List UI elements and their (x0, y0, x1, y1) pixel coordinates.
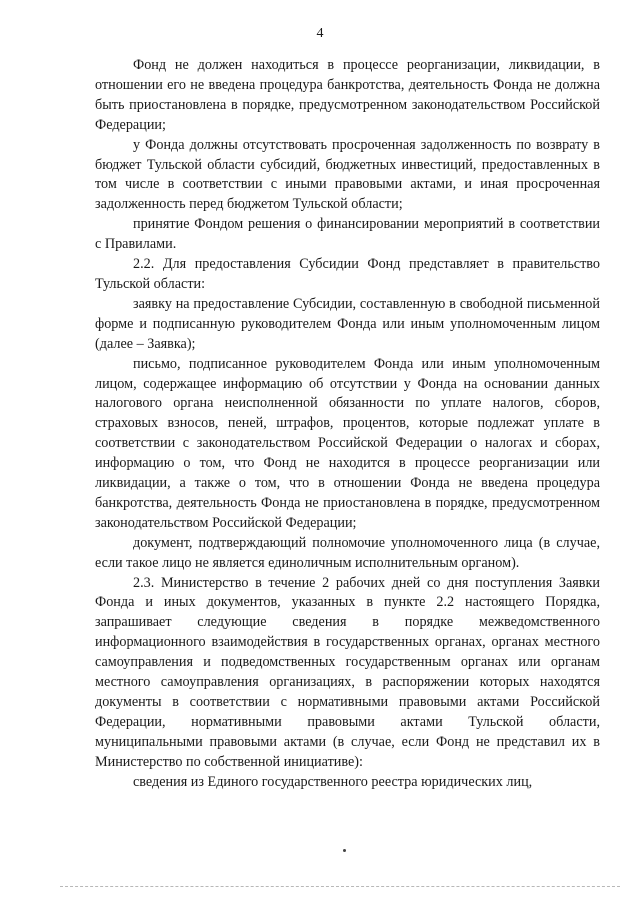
document-body (95, 56, 600, 793)
paragraph: 2.3. Министерство в течение 2 рабочих дней со дня поступления Заявки Фонда и иных документов, указанных в пункте 2.2 настоящего Порядка, запрашивает следующие сведения в порядке межведомственного информационного взаимодействия в государственных органах, органах местного самоуправления и подведомственных государственным органах или органам местного самоуправления организациях, в распоряжении которых находятся документы в соответствии с нормативными правовыми актами Российской Федерации, нормативными правовыми актами Тульской области, муниципальными правовыми актами (в случае, если Фонд не представил их в Министерство по собственной инициативе): (95, 574, 600, 770)
paragraph: документ, подтверждающий полномочие уполномоченного лица (в случае, если такое лицо не является единоличным исполнительным органом). (95, 534, 600, 571)
page-number: 4 (316, 26, 324, 41)
scan-speck (343, 849, 346, 852)
scan-edge-artifact (60, 886, 620, 889)
paragraph: 2.2. Для предоставления Субсидии Фонд представляет в правительство Тульской области: (95, 256, 600, 292)
paragraph: письмо, подписанное руководителем Фонда или иным уполномоченным лицом, содержащее информацию об отсутствии у Фонда на основании данных налогового органа неисполненной обязанности по уплате налогов, сборов, страховых взносов, пеней, штрафов, процентов, которые подлежат уплате в соответствии с законодательством Российской Федерации о налогах и сборах, информацию о том, что Фонд не находится в процессе реорганизации или ликвидации, а также о том, что в отношении Фонда не введена процедура банкротства, деятельность Фонда не приостановлена в порядке, предусмотренном законодательством Российской Федерации; (95, 355, 600, 531)
paragraph: принятие Фондом решения о финансировании мероприятий в соответствии с Правилами. (95, 216, 600, 253)
paragraph: у Фонда должны отсутствовать просроченная задолженность по возврату в бюджет Тульской области субсидий, бюджетных инвестиций, предоставленных в том числе в соответствии с иными правовыми актами, и иная просроченная задолженность перед бюджетом Тульской области; (95, 136, 600, 213)
paragraph: Фонд не должен находиться в процессе реорганизации, ликвидации, в отношении его не введена процедура банкротства, деятельность Фонда не должна быть приостановлена в порядке, предусмотренном законодательством Российской Федерации; (95, 57, 600, 133)
paragraph: сведения из Единого государственного реестра юридических лиц, (133, 773, 533, 790)
paragraph: заявку на предоставление Субсидии, составленную в свободной письменной форме и подписанную руководителем Фонда или иным уполномоченным лицом (далее – Заявка); (95, 295, 600, 352)
